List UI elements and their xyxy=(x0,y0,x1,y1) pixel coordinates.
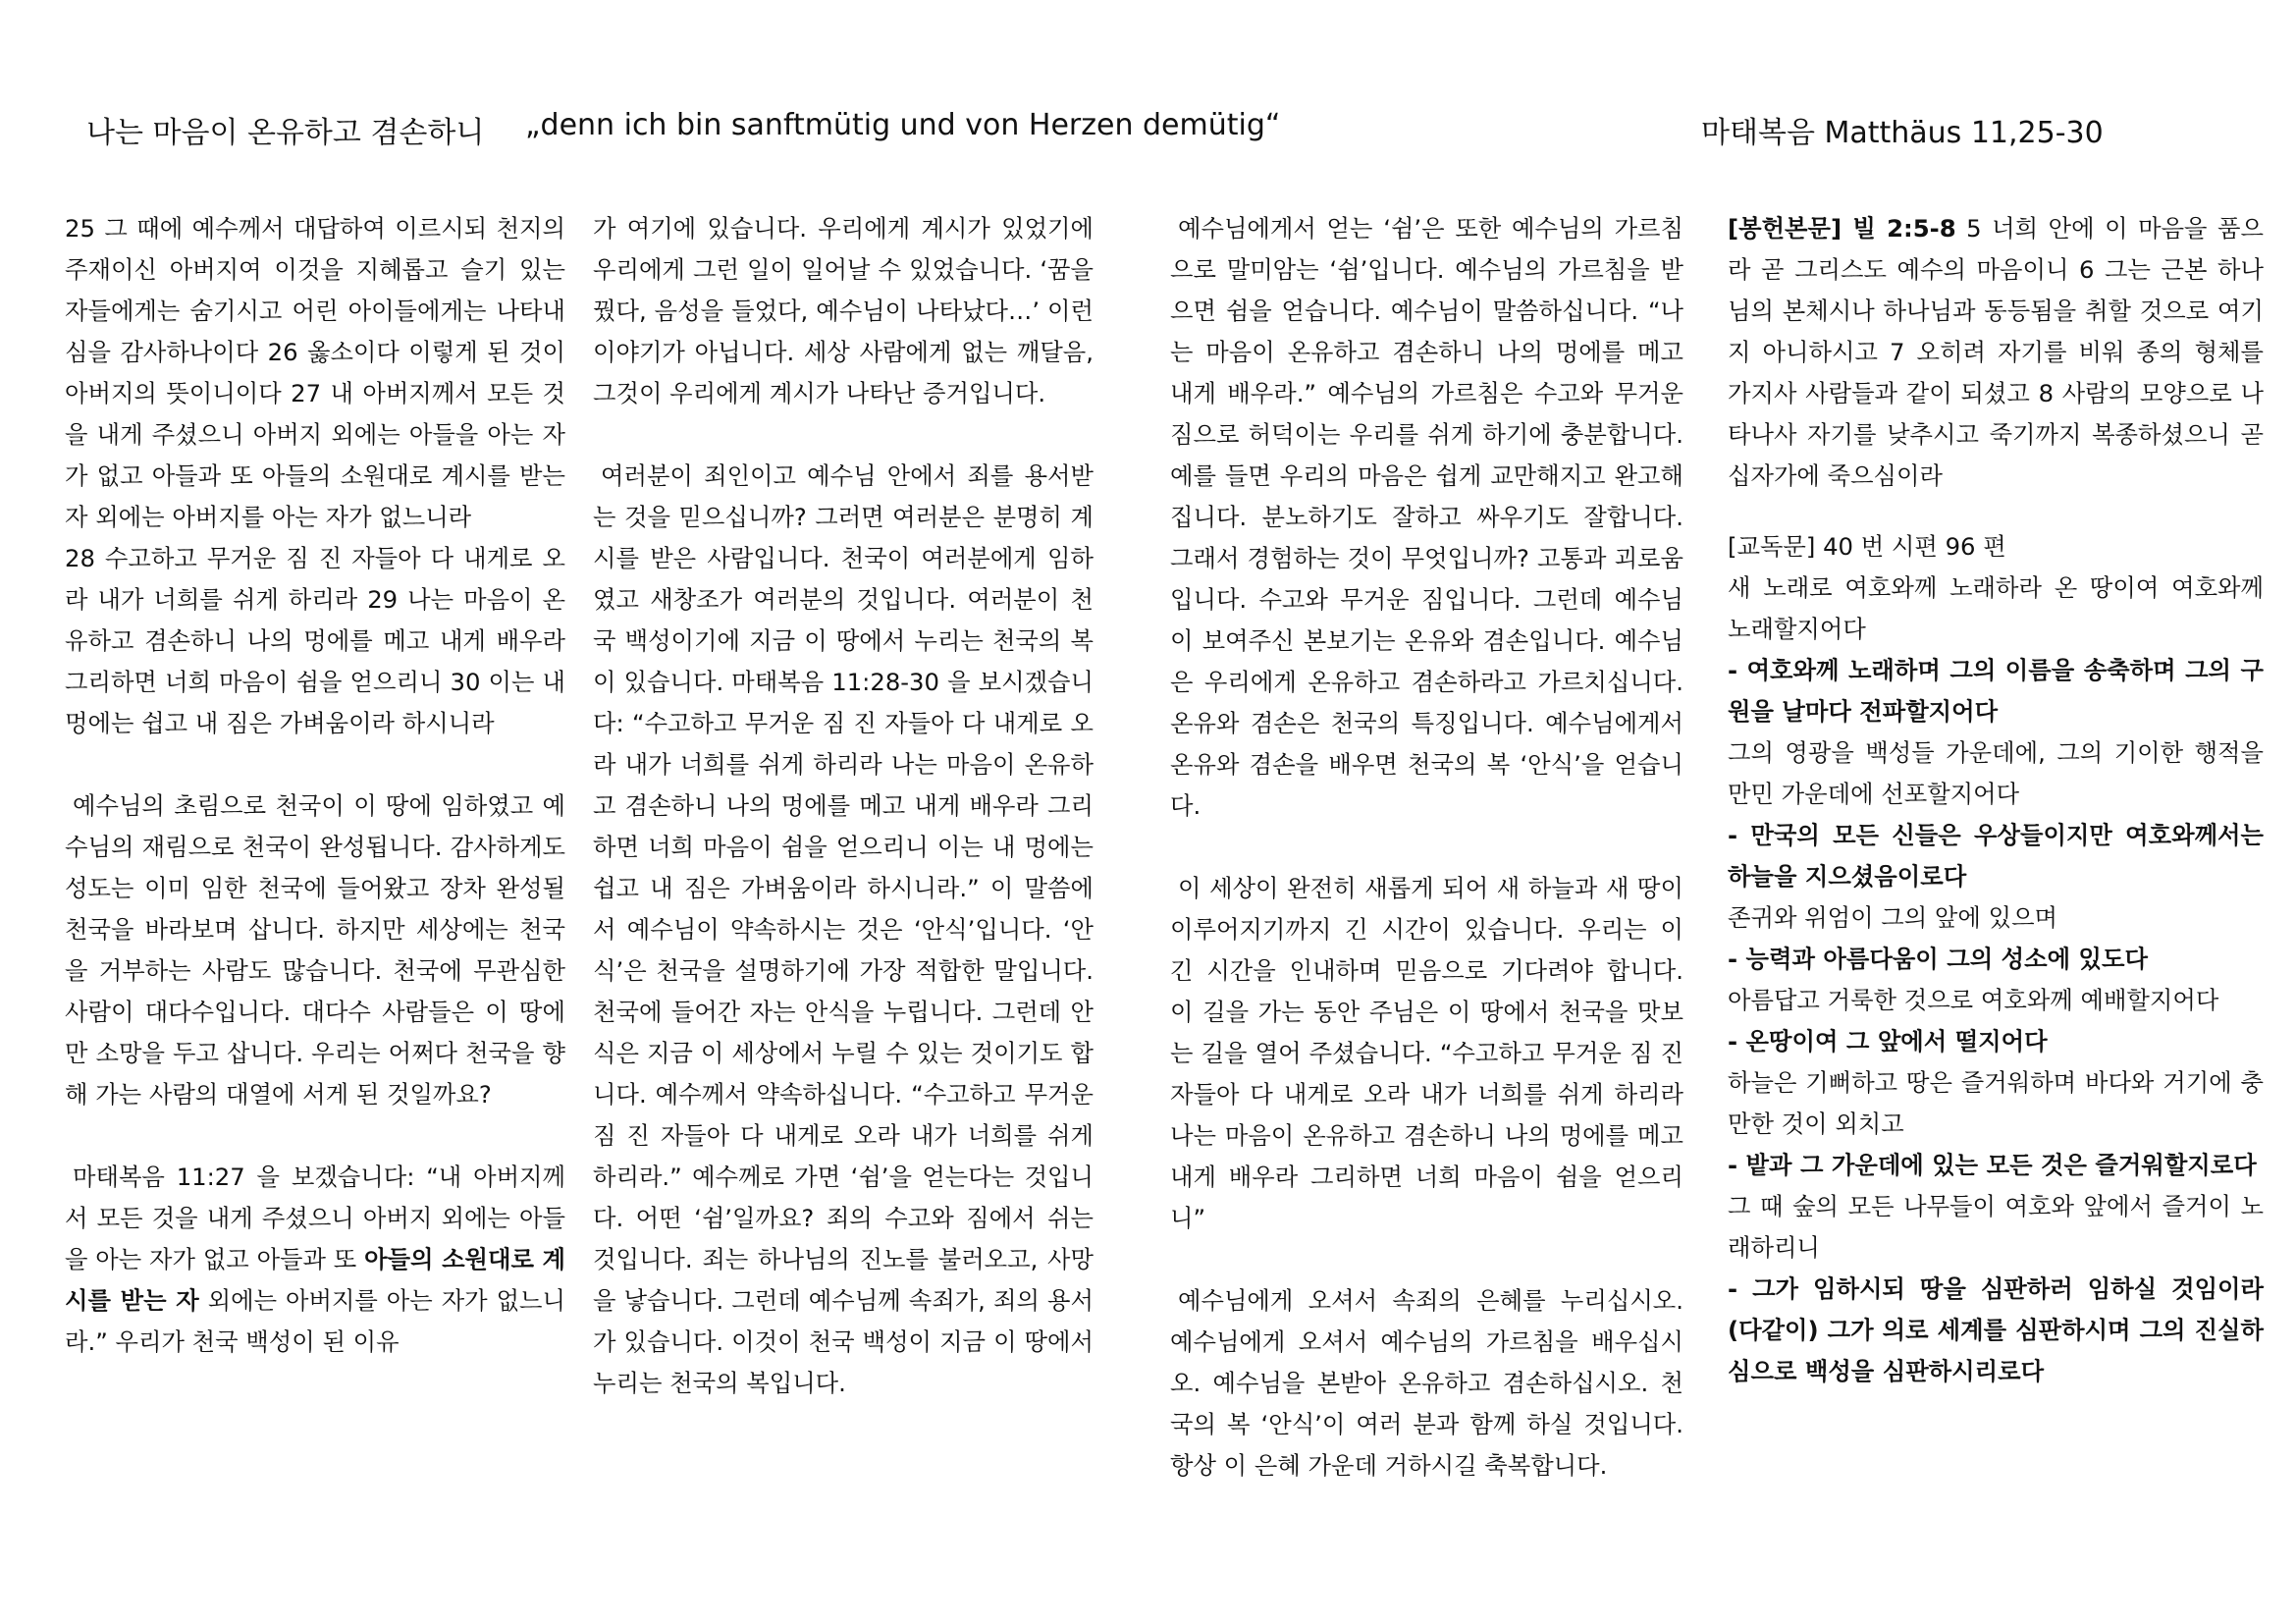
column-2 xyxy=(593,208,1094,1404)
scripture-text-2: 28 수고하고 무거운 짐 진 자들아 다 내게로 오라 내가 너희를 쉬게 하리라 29 나는 마음이 온유하고 겸손하니 나의 멍에를 메고 내게 배우라 그리하면 너희 마음이 쉼을 얻으리니 30 이는 내 멍에는 쉽고 내 짐은 가벼움이라 하시니라 xyxy=(65,544,565,737)
sermon-paragraph-2 xyxy=(65,1157,565,1363)
page-header xyxy=(0,108,2296,157)
offering-heading: [봉헌본문] 빌 2:5-8 xyxy=(1728,214,1956,243)
sermon-paragraph-7: 예수님에게 오셔서 속죄의 은혜를 누리십시오. 예수님에게 오셔서 예수님의 가르침을 배우십시오. 예수님을 본받아 온유하고 겸손하십시오. 천국의 복 ‘안식’이 여러 분과 함께 하실 것입니다. 항상 이 은혜 가운데 거하시길 축복합니다. xyxy=(1170,1286,1683,1480)
column-1 xyxy=(65,208,565,1363)
responsive-line-leader: 하늘은 기뻐하고 땅은 즐거워하며 바다와 거기에 충만한 것이 외치고 xyxy=(1728,1068,2264,1138)
responsive-line-leader: 그의 영광을 백성들 가운데에, 그의 기이한 행적을 만민 가운데에 선포할지어다 xyxy=(1728,738,2264,808)
column-4 xyxy=(1728,208,2264,1392)
sermon-paragraph-6: 이 세상이 완전히 새롭게 되어 새 하늘과 새 땅이 이루어지기까지 긴 시간이 있습니다. 우리는 이 긴 시간을 인내하며 믿음으로 기다려야 합니다. 이 길을 가는 동안 주님은 이 땅에서 천국을 맛보는 길을 열어 주셨습니다. “수고하고 무거운 짐 진 자들아 다 내게로 오라 내가 너희를 쉬게 하리라 나는 마음이 온유하고 겸손하니 나의 멍에를 메고 내게 배우라 그리하면 너희 마음이 쉼을 얻으리니” xyxy=(1170,874,1683,1232)
responsive-line-leader: 새 노래로 여호와께 노래하라 온 땅이여 여호와께 노래할지어다 xyxy=(1728,573,2264,643)
offering-text xyxy=(1728,208,2264,497)
emphasis-text: 아들의 소원대로 계시를 받는 자 xyxy=(65,1245,565,1315)
responsive-line-people: - 온땅이여 그 앞에서 떨지어다 xyxy=(1728,1027,2048,1056)
paragraph-text: 외에는 아버지를 아는 자가 없느니라.” 우리가 천국 백성이 된 이유 xyxy=(65,1286,565,1356)
paragraph-text: 마태복음 11:27 을 보겠습니다: “내 아버지께서 모든 것을 내게 주셨으니 아버지 외에는 아들을 아는 자가 없고 아들과 또 xyxy=(65,1163,565,1273)
responsive-line-leader: 존귀와 위엄이 그의 앞에 있으며 xyxy=(1728,903,2058,932)
german-title: „denn ich bin sanftmütig und von Herzen demütig“ xyxy=(525,108,1281,142)
scripture-reference: 마태복음 Matthäus 11,25-30 xyxy=(1701,116,2104,150)
sermon-paragraph-1: 예수님의 초림으로 천국이 이 땅에 임하였고 예수님의 재림으로 천국이 완성됩니다. 감사하게도 성도는 이미 임한 천국에 들어왔고 장차 완성될 천국을 바라보며 삽니다. 하지만 세상에는 천국을 거부하는 사람도 많습니다. 천국에 무관심한 사람이 대다수입니다. 대다수 사람들은 이 땅에만 소망을 두고 삽니다. 우리는 어쩌다 천국을 향해 가는 사람의 대열에 서게 된 것일까요? xyxy=(65,791,565,1109)
offering-body: 5 너희 안에 이 마음을 품으라 곧 그리스도 예수의 마음이니 6 그는 근본 하나님의 본체시나 하나님과 동등됨을 취할 것으로 여기지 아니하시고 7 오히려 자기를 비워 종의 형체를 가지사 사람들과 같이 되셨고 8 사람의 모양으로 나타나사 자기를 낮추시고 죽기까지 복종하셨으니 곧 십자가에 죽으심이라 xyxy=(1728,214,2264,490)
responsive-reading-heading: [교독문] 40 번 시편 96 편 xyxy=(1728,532,2006,561)
responsive-line-all: - 그가 임하시되 땅을 심판하러 임하실 것임이라 (다같이) 그가 의로 세계를 심판하시며 그의 진실하심으로 백성을 심판하시리로다 xyxy=(1728,1274,2264,1385)
text-columns xyxy=(65,208,2264,1583)
column-3 xyxy=(1170,208,1683,1487)
sermon-paragraph-4: 여러분이 죄인이고 예수님 안에서 죄를 용서받는 것을 믿으십니까? 그러면 여러분은 분명히 계시를 받은 사람입니다. 천국이 여러분에게 임하였고 새창조가 여러분의 것입니다. 여러분이 천국 백성이기에 지금 이 땅에서 누리는 천국의 복이 있습니다. 마태복음 11:28-30 을 보시겠습니다: “수고하고 무거운 짐 진 자들아 다 내게로 오라 내가 너희를 쉬게 하리라 나는 마음이 온유하고 겸손하니 나의 멍에를 메고 내게 배우라 그리하면 너희 마음이 쉼을 얻으리니 이는 내 멍에는 쉽고 내 짐은 가벼움이라 하시니라.” 이 말씀에서 예수님이 약속하시는 것은 ‘안식’입니다. ‘안식’은 천국을 설명하기에 가장 적합한 말입니다. 천국에 들어간 자는 안식을 누립니다. 그런데 안식은 지금 이 세상에서 누릴 수 있는 것이기도 합니다. 예수께서 약속하십니다. “수고하고 무거운 짐 진 자들아 다 내게로 오라 내가 너희를 쉬게 하리라.” 예수께로 가면 ‘쉼’을 얻는다는 것입니다. 어떤 ‘쉼’일까요? 죄의 수고와 짐에서 쉬는 것입니다. 죄는 하나님의 진노를 불러오고, 사망을 낳습니다. 그런데 예수님께 속죄가, 죄의 용서가 있습니다. 이것이 천국 백성이 지금 이 땅에서 누리는 천국의 복입니다. xyxy=(593,461,1094,1397)
sermon-paragraph-3: 가 여기에 있습니다. 우리에게 계시가 있었기에 우리에게 그런 일이 일어날 수 있었습니다. ‘꿈을 꿨다, 음성을 들었다, 예수님이 나타났다…’ 이런 이야기가 아닙니다. 세상 사람에게 없는 깨달음, 그것이 우리에게 계시가 나타난 증거입니다. xyxy=(593,214,1094,407)
korean-title: 나는 마음이 온유하고 겸손하니 xyxy=(86,116,485,150)
responsive-line-leader: 그 때 숲의 모든 나무들이 여호와 앞에서 즐거이 노래하리니 xyxy=(1728,1192,2264,1262)
responsive-line-people: - 여호와께 노래하며 그의 이름을 송축하며 그의 구원을 날마다 전파할지어다 xyxy=(1728,656,2264,726)
scripture-text-1: 25 그 때에 예수께서 대답하여 이르시되 천지의 주재이신 아버지여 이것을 지혜롭고 슬기 있는 자들에게는 숨기시고 어린 아이들에게는 나타내심을 감사하나이다 26 옳소이다 이렇게 된 것이 아버지의 뜻이니이다 27 내 아버지께서 모든 것을 내게 주셨으니 아버지 외에는 아들을 아는 자가 없고 아들과 또 아들의 소원대로 계시를 받는 자 외에는 아버지를 아는 자가 없느니라 xyxy=(65,214,565,531)
responsive-line-people: - 능력과 아름다움이 그의 성소에 있도다 xyxy=(1728,945,2148,973)
responsive-line-leader: 아름답고 거룩한 것으로 여호와께 예배할지어다 xyxy=(1728,986,2219,1014)
responsive-line-people: - 밭과 그 가운데에 있는 모든 것은 즐거워할지로다 xyxy=(1728,1151,2257,1179)
sermon-paragraph-5: 예수님에게서 얻는 ‘쉼’은 또한 예수님의 가르침으로 말미암는 ‘쉼’입니다. 예수님의 가르침을 받으면 쉼을 얻습니다. 예수님이 말씀하십니다. “나는 마음이 온유하고 겸손하니 나의 멍에를 메고 내게 배우라.” 예수님의 가르침은 수고와 무거운 짐으로 허덕이는 우리를 쉬게 하기에 충분합니다. 예를 들면 우리의 마음은 쉽게 교만해지고 완고해집니다. 분노하기도 잘하고 싸우기도 잘합니다. 그래서 경험하는 것이 무엇입니까? 고통과 괴로움입니다. 수고와 무거운 짐입니다. 그런데 예수님이 보여주신 본보기는 온유와 겸손입니다. 예수님은 우리에게 온유하고 겸손하라고 가르치십니다. 온유와 겸손은 천국의 특징입니다. 예수님에게서 온유와 겸손을 배우면 천국의 복 ‘안식’을 얻습니다. xyxy=(1170,214,1683,820)
responsive-line-people: - 만국의 모든 신들은 우상들이지만 여호와께서는 하늘을 지으셨음이로다 xyxy=(1728,821,2264,891)
